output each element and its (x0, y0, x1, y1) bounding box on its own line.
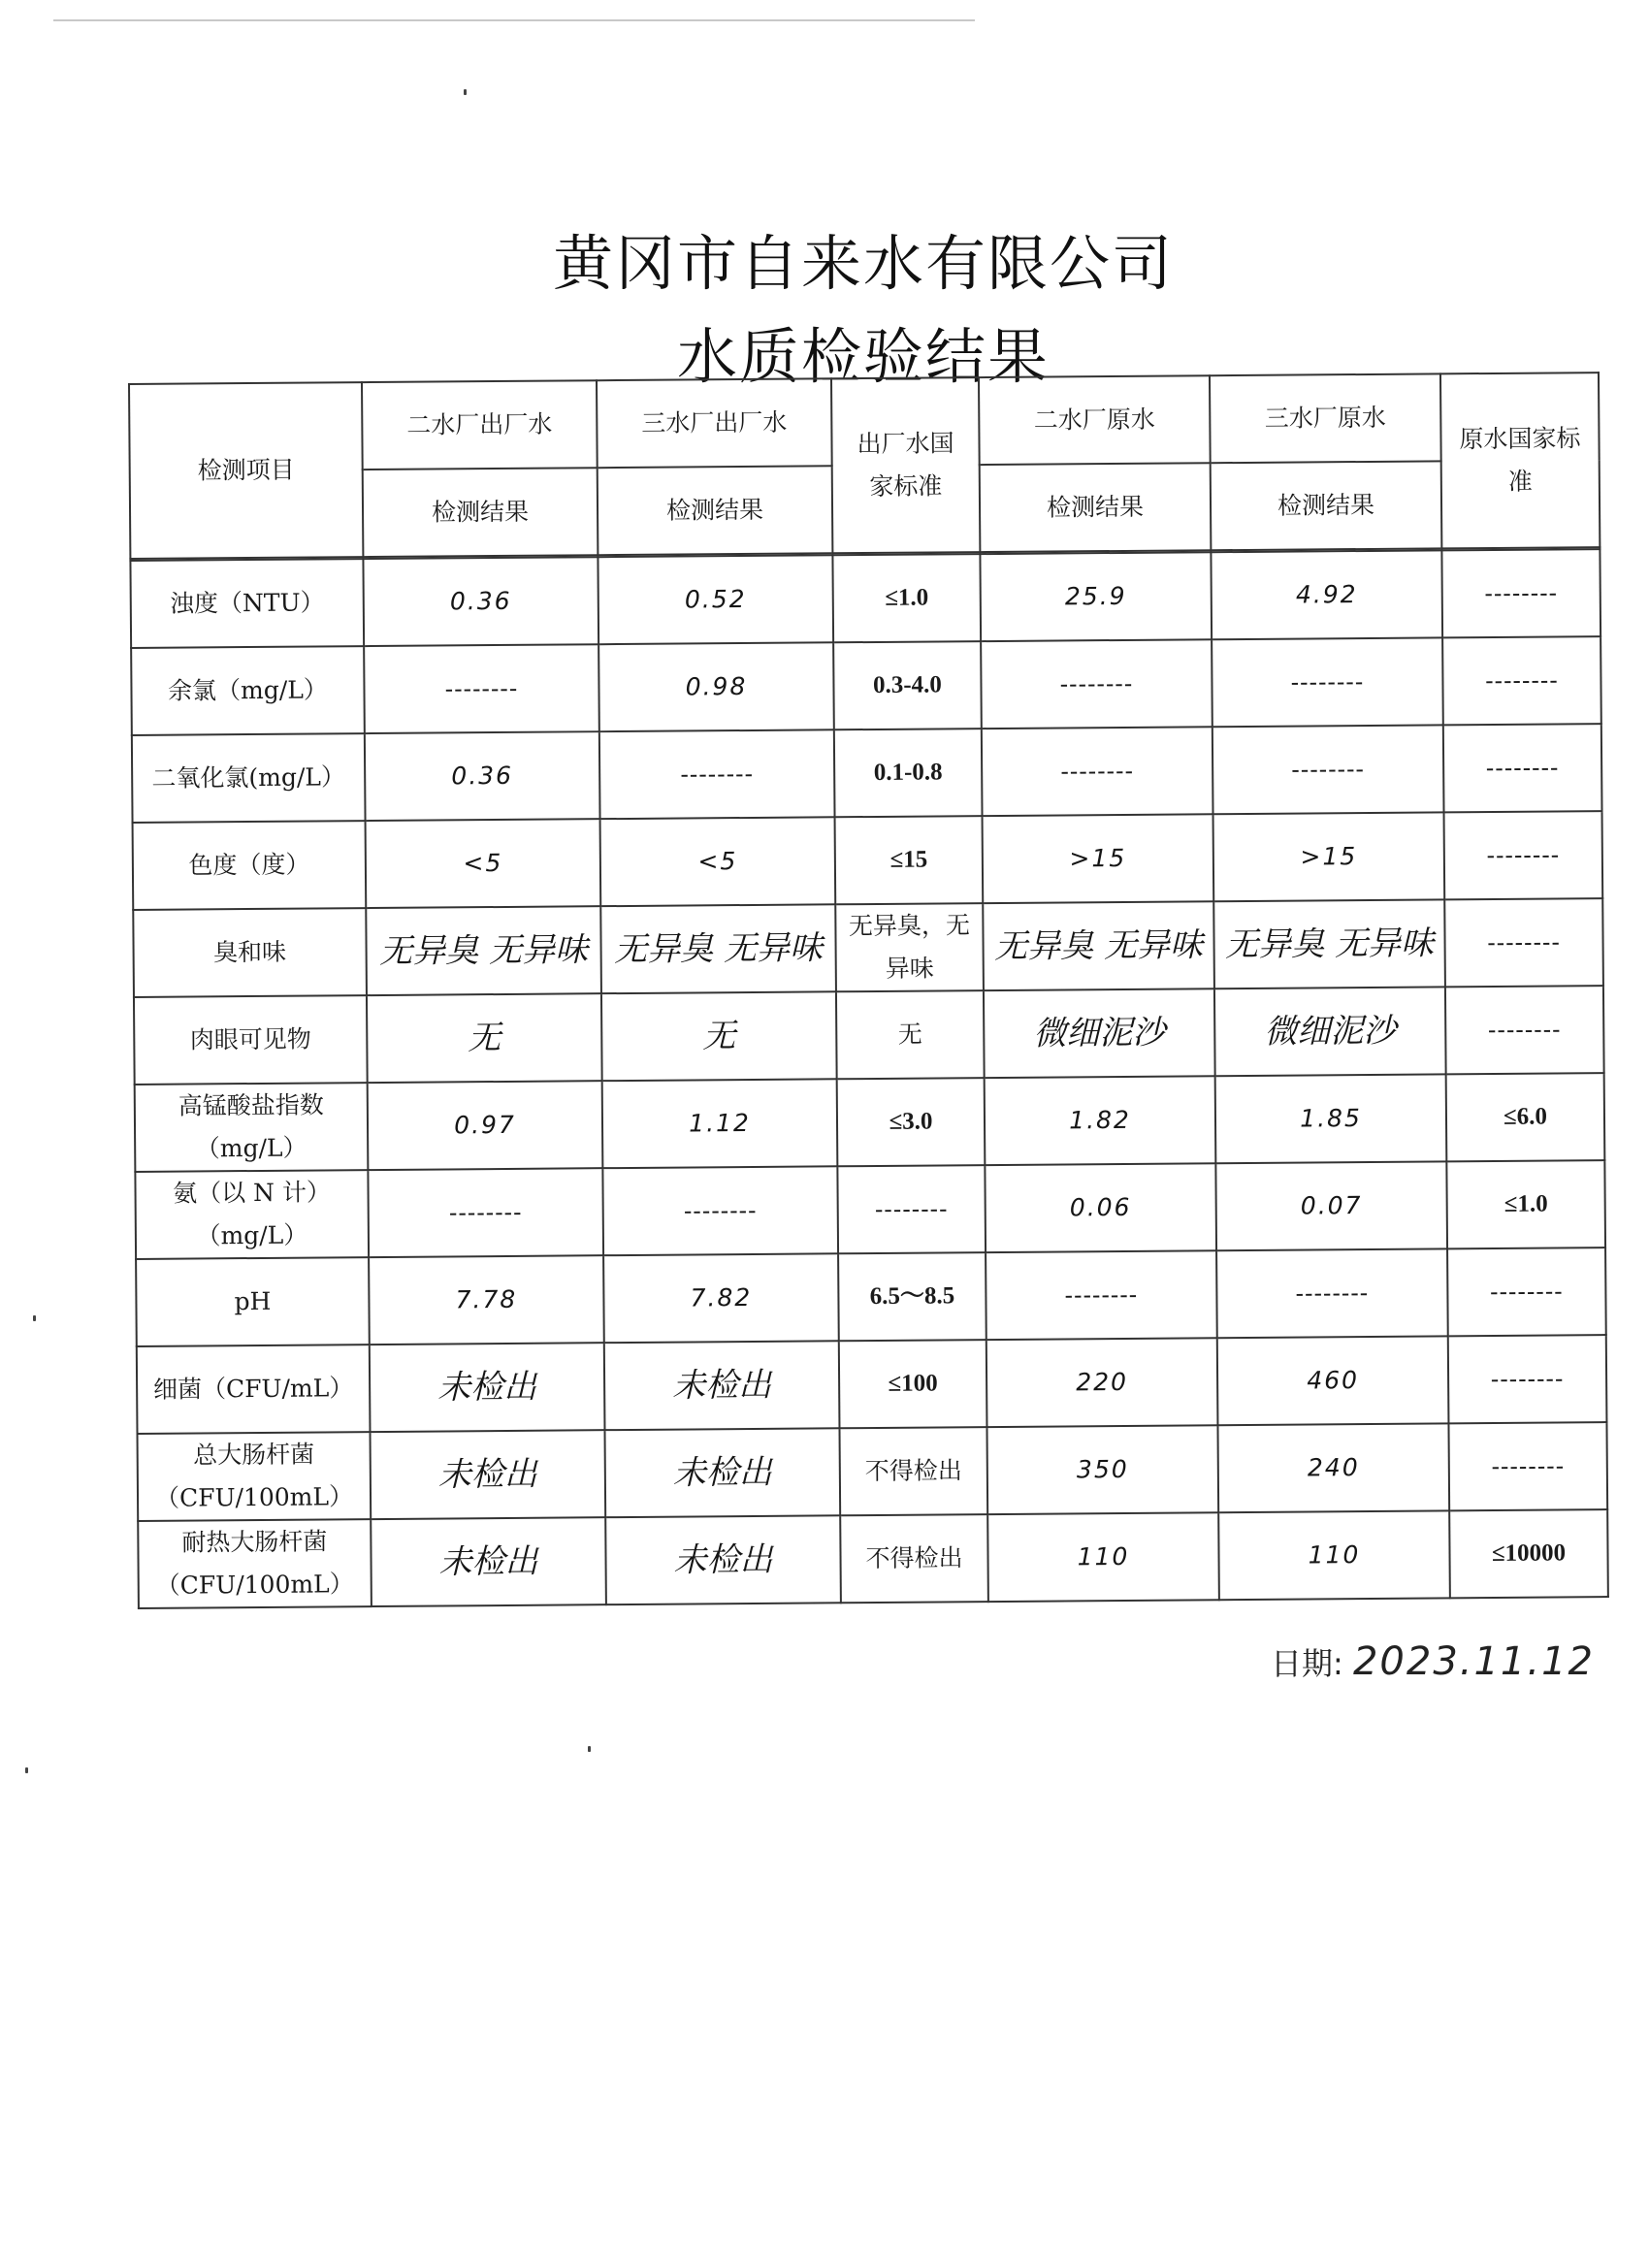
plant2-raw-result: 350 (986, 1425, 1218, 1514)
plant2-out-result: 无异臭 无异味 (366, 906, 601, 995)
row-item: 细菌（CFU/mL） (137, 1345, 371, 1434)
raw-standard: -------- (1444, 898, 1603, 987)
raw-standard: ≤6.0 (1446, 1073, 1605, 1161)
plant2-raw-result: 微细泥沙 (984, 988, 1215, 1078)
raw-standard: -------- (1443, 724, 1602, 812)
row-item: 耐热大肠杆菌（CFU/100mL） (138, 1519, 372, 1608)
scan-edge-line (53, 19, 975, 21)
raw-standard: -------- (1448, 1335, 1607, 1423)
plant3-out-result: <5 (600, 817, 836, 906)
header-plant3-raw: 三水厂原水 (1210, 373, 1441, 463)
header-raw-std: 原水国家标准 (1440, 373, 1600, 548)
plant2-out-result: <5 (366, 819, 601, 908)
out-standard: 6.5～8.5 (838, 1252, 986, 1341)
table-row (130, 549, 1600, 648)
plant2-raw-result: -------- (982, 727, 1213, 816)
date-line (1271, 1639, 1595, 1684)
report-title: 水质检验结果 (676, 321, 1050, 392)
table-row (137, 1335, 1607, 1434)
raw-standard: ≤10000 (1449, 1509, 1608, 1598)
plant2-out-result: 未检出 (370, 1430, 605, 1519)
table-row (138, 1422, 1608, 1521)
header-plant2-out: 二水厂出厂水 (362, 380, 598, 470)
plant2-raw-result: 无异臭 无异味 (983, 901, 1214, 990)
plant3-raw-result: 无异臭 无异味 (1213, 899, 1445, 988)
row-item: 肉眼可见物 (134, 995, 368, 1085)
plant3-raw-result: 240 (1217, 1423, 1449, 1512)
plant2-out-result: 无 (367, 993, 602, 1083)
scan-speck (588, 1746, 591, 1752)
table-row (136, 1247, 1606, 1346)
plant3-raw-result: 110 (1218, 1510, 1450, 1600)
plant3-raw-result: 4.92 (1211, 550, 1442, 639)
row-item: pH (136, 1257, 370, 1346)
header-plant2-raw: 二水厂原水 (979, 375, 1211, 465)
plant3-raw-result: 微细泥沙 (1214, 987, 1446, 1076)
out-standard: -------- (837, 1165, 986, 1253)
raw-standard: -------- (1445, 986, 1604, 1074)
date-value: 2023.11.12 (1352, 1639, 1595, 1684)
out-standard: 0.3-4.0 (833, 641, 982, 729)
table-row (138, 1509, 1608, 1608)
plant2-out-result: 0.36 (365, 731, 600, 821)
plant3-out-result: -------- (599, 729, 835, 819)
date-label: 日期: (1271, 1645, 1343, 1682)
plant3-out-result: -------- (602, 1166, 838, 1255)
header-out-std: 出厂水国家标准 (831, 377, 980, 553)
out-standard: ≤3.0 (837, 1078, 986, 1166)
plant2-raw-result: 1.82 (985, 1076, 1216, 1165)
table-row (135, 1073, 1605, 1172)
table-row (133, 898, 1603, 997)
plant2-out-result: -------- (368, 1168, 603, 1257)
plant2-out-result: 7.78 (369, 1255, 604, 1345)
out-standard: ≤1.0 (832, 554, 981, 642)
results-table (128, 372, 1600, 560)
plant3-out-result: 无异臭 无异味 (600, 904, 836, 993)
out-standard: 无 (836, 990, 985, 1079)
table-row (132, 724, 1602, 823)
plant2-out-result: -------- (364, 644, 599, 733)
header-row (129, 373, 1600, 471)
raw-standard: -------- (1444, 811, 1603, 899)
out-standard: ≤100 (839, 1340, 987, 1428)
plant2-out-result: 未检出 (371, 1517, 606, 1606)
plant3-out-result: 0.52 (598, 555, 833, 644)
results-body (129, 548, 1608, 1609)
plant3-out-result: 未检出 (604, 1341, 840, 1430)
plant3-raw-result: >15 (1213, 812, 1445, 901)
plant3-raw-result: 0.07 (1215, 1161, 1447, 1250)
plant3-out-result: 7.82 (603, 1253, 839, 1343)
plant2-raw-result: >15 (983, 814, 1214, 903)
header-item: 检测项目 (129, 382, 363, 559)
plant2-raw-result: -------- (986, 1250, 1217, 1340)
raw-standard: -------- (1447, 1247, 1606, 1336)
row-item: 余氯（mg/L） (131, 646, 365, 735)
table-row (135, 1160, 1605, 1259)
plant3-raw-result: 1.85 (1215, 1074, 1447, 1163)
row-item: 浊度（NTU） (130, 559, 364, 648)
raw-standard: -------- (1441, 549, 1600, 637)
row-item: 高锰酸盐指数（mg/L） (135, 1083, 369, 1172)
table-row (134, 986, 1604, 1085)
plant2-raw-result: 0.06 (985, 1163, 1216, 1252)
plant3-raw-result: 460 (1217, 1336, 1449, 1425)
plant3-out-result: 无 (601, 991, 837, 1081)
header-result: 检测结果 (363, 468, 598, 557)
plant2-out-result: 0.36 (363, 557, 598, 646)
raw-standard: -------- (1448, 1422, 1607, 1510)
scan-speck (33, 1315, 36, 1321)
company-title: 黄冈市自来水有限公司 (552, 228, 1174, 299)
row-item: 氨（以 N 计）（mg/L） (135, 1170, 369, 1259)
out-standard: 不得检出 (840, 1514, 988, 1603)
plant3-raw-result: -------- (1212, 637, 1443, 727)
plant2-raw-result: 220 (986, 1338, 1218, 1427)
results-sheet (128, 372, 1607, 1609)
header-plant3-out: 三水厂出厂水 (597, 378, 832, 468)
table-row (131, 636, 1601, 735)
plant2-raw-result: 110 (987, 1512, 1219, 1602)
plant3-out-result: 1.12 (602, 1079, 838, 1168)
plant3-out-result: 未检出 (605, 1515, 841, 1604)
scan-speck (25, 1767, 28, 1773)
header-result: 检测结果 (598, 466, 833, 555)
plant3-out-result: 0.98 (598, 642, 834, 731)
plant2-out-result: 0.97 (368, 1081, 603, 1170)
header-result: 检测结果 (980, 463, 1212, 552)
row-item: 二氧化氯(mg/L） (132, 733, 366, 823)
plant3-raw-result: -------- (1212, 725, 1444, 814)
table-row (133, 811, 1603, 910)
out-standard: 0.1-0.8 (834, 729, 983, 817)
scan-speck (464, 89, 467, 95)
plant2-out-result: 未检出 (370, 1343, 605, 1432)
row-item: 臭和味 (133, 908, 367, 997)
out-standard: 无异臭，无异味 (835, 903, 984, 991)
raw-standard: ≤1.0 (1446, 1160, 1605, 1248)
plant2-raw-result: -------- (981, 639, 1212, 729)
plant2-raw-result: 25.9 (980, 552, 1212, 641)
row-item: 色度（度） (133, 821, 367, 910)
raw-standard: -------- (1442, 636, 1601, 725)
out-standard: ≤15 (835, 816, 984, 904)
plant3-out-result: 未检出 (604, 1428, 840, 1517)
header-result: 检测结果 (1211, 461, 1442, 550)
out-standard: 不得检出 (839, 1427, 987, 1515)
row-item: 总大肠杆菌（CFU/100mL） (138, 1432, 372, 1521)
plant3-raw-result: -------- (1216, 1248, 1448, 1338)
